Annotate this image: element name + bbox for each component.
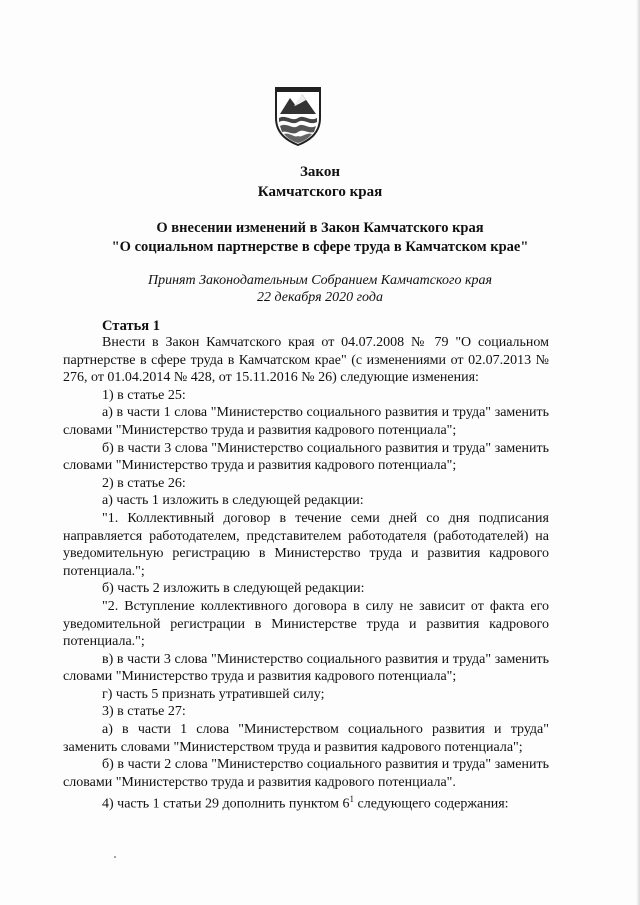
scan-edge [636, 0, 640, 905]
article-paragraph: "2. Вступление коллективного договора в силу не зависит от факта его уведомительной регистрации в Министерстве труда и развития кадрового потенциала."; [63, 598, 549, 650]
article-paragraph: "1. Коллективный договор в течение семи дней со дня подписания направляется работодателем, представителем работодателя (работодателей) на уведомительную регистрацию в Министерство труда и развития кадрового потенциала."; [63, 510, 549, 579]
article-paragraph: Внести в Закон Камчатского края от 04.07.2008 № 79 "О социальном партнерстве в сфере труда в Камчатском крае" (с изменениями от 02.07.2013 № 276, от 01.04.2014 № 428, от 15.11.2016 № 26) следующие изменения: [63, 335, 549, 386]
law-title: Закон [299, 164, 340, 180]
article-paragraph: 2) в статье 26: [102, 475, 186, 491]
last-paragraph-tail: следующего содержания: [354, 797, 509, 813]
kamchatka-coat-of-arms-icon [272, 84, 324, 146]
article-body [63, 334, 549, 814]
article-paragraph: б) часть 2 изложить в следующей редакции: [102, 581, 365, 597]
last-paragraph-text: 4) часть 1 статьи 29 дополнить пунктом 6 [102, 797, 350, 813]
article-paragraph-last [63, 791, 549, 813]
adoption-authority: Принят Законодательным Собранием Камчатского края [147, 273, 493, 288]
article-paragraph: б) в части 3 слова "Министерство социального развития и труда" заменить словами "Министерство труда и развития кадрового потенциала"; [63, 440, 549, 474]
article-paragraph: б) в части 2 слова "Министерство социального развития и труда" заменить словами "Министерство труда и развития кадрового потенциала". [63, 757, 549, 790]
article-paragraph: г) часть 5 признать утратившей силу; [102, 686, 325, 702]
law-subject-line1: О внесении изменений в Закон Камчатского края [156, 220, 484, 236]
law-subject-line2: "О социальном партнерстве в сфере труда в Камчатском крае" [111, 239, 529, 255]
article-paragraph: а) часть 1 изложить в следующей редакции: [102, 493, 364, 509]
article-paragraph: 3) в статье 27: [102, 704, 186, 720]
scan-speck [114, 856, 116, 858]
article-paragraph: а) в части 1 слова "Министерство социального развития и труда" заменить словами "Министерство труда и развития кадрового потенциала"; [63, 405, 549, 438]
adoption-date: 22 декабря 2020 года [257, 290, 383, 305]
superscript-index: 1 [349, 794, 355, 805]
article-heading: Статья 1 [102, 318, 160, 334]
article-paragraph: в) в части 3 слова "Министерство социального развития и труда" заменить словами "Министерство труда и развития кадрового потенциала"; [63, 651, 549, 685]
article-paragraph: 1) в статье 25: [102, 387, 186, 403]
article-paragraph: а) в части 1 слова "Министерством социального развития и труда" заменить словами "Министерством труда и развития кадрового потенциала"; [63, 722, 549, 755]
law-region: Камчатского края [257, 184, 383, 200]
